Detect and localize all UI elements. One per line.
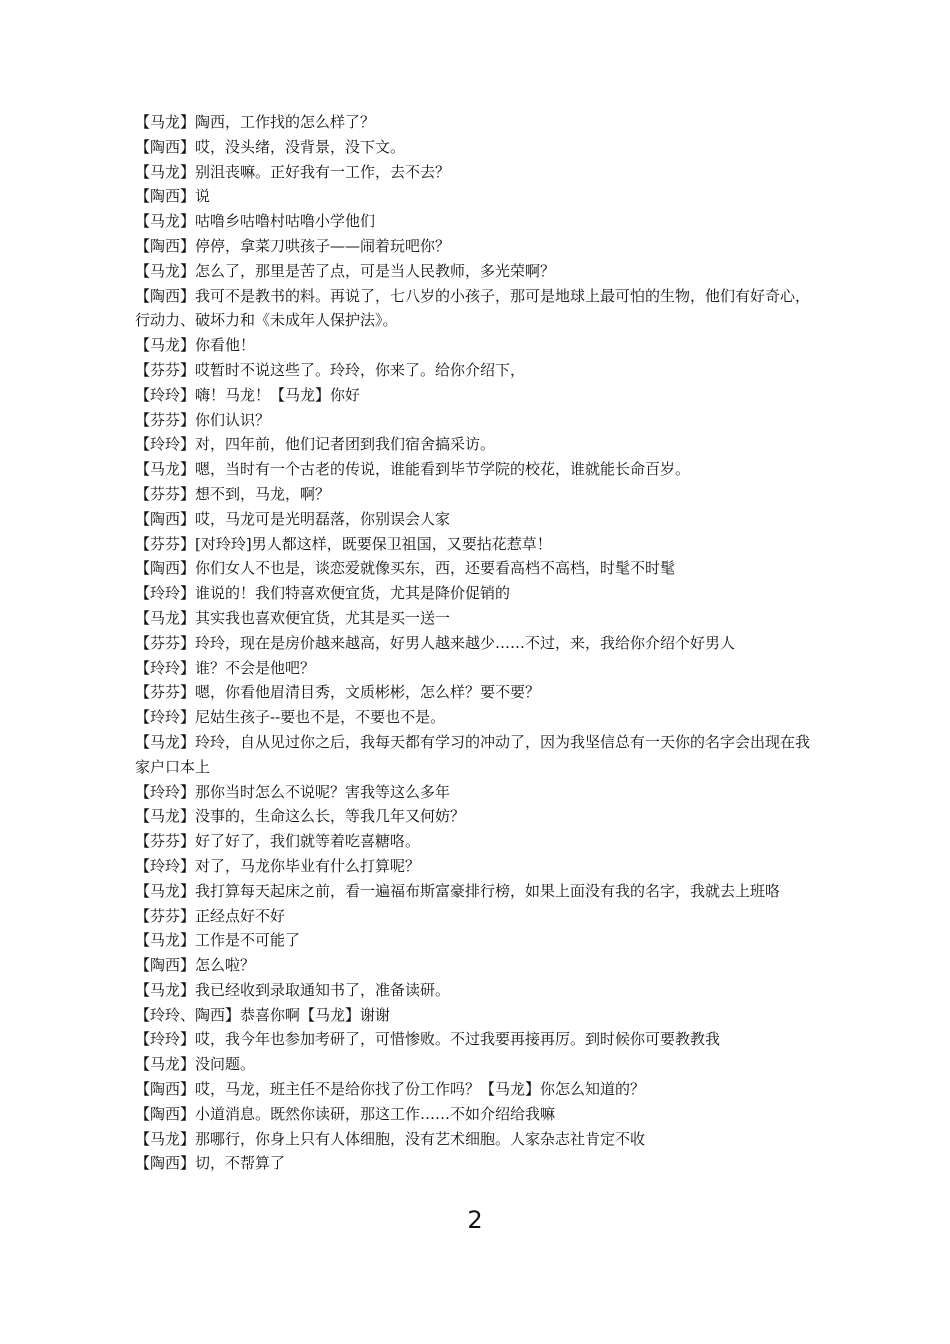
dialogue-line: 【马龙】嗯，当时有一个古老的传说，谁能看到毕节学院的校花，谁就能长命百岁。: [135, 460, 691, 479]
dialogue-line: 【马龙】我打算每天起床之前，看一遍福布斯富豪排行榜，如果上面没有我的名字，我就去上班咯: [135, 881, 781, 900]
dialogue-line: 【玲玲】哎，我今年也参加考研了，可惜惨败。不过我要再接再厉。到时候你可要教教我: [135, 1030, 721, 1049]
dialogue-line: 【陶西】停停，拿菜刀哄孩子——闹着玩吧你？: [135, 236, 451, 255]
dialogue-line: 【陶西】小道消息。既然你读研，那这工作……不如介绍给我嘛: [135, 1104, 556, 1123]
dialogue-line: 【芬芬】哎暂时不说这些了。玲玲，你来了。给你介绍下，: [135, 360, 526, 379]
dialogue-line: 【陶西】切，不帮算了: [135, 1154, 286, 1173]
dialogue-line: 【陶西】说: [135, 187, 211, 206]
dialogue-line: 【芬芬】你们认识？: [135, 410, 271, 429]
page-number: 2: [467, 1206, 483, 1234]
dialogue-line: 【芬芬】想不到，马龙，啊？: [135, 484, 331, 503]
dialogue-line: 【玲玲】尼姑生孩子--要也不是，不要也不是。: [135, 708, 446, 727]
dialogue-text: [135, 110, 820, 1176]
dialogue-line: 【马龙】没问题。: [135, 1055, 256, 1074]
dialogue-line: 【马龙】你看他！: [135, 336, 256, 355]
dialogue-line: 【玲玲】谁？不会是他吧？: [135, 658, 316, 677]
dialogue-line: 【陶西】你们女人不也是，谈恋爱就像买东，西，还要看高档不高档，时髦不时髦: [135, 559, 676, 578]
dialogue-line: 【马龙】工作是不可能了: [135, 931, 301, 950]
dialogue-line: 【玲玲】对了，马龙你毕业有什么打算呢？: [135, 856, 421, 875]
dialogue-line: 【马龙】其实我也喜欢便宜货，尤其是买一送一: [135, 608, 451, 627]
dialogue-line: 【马龙】陶西，工作找的怎么样了？: [135, 113, 376, 131]
dialogue-line: 【芬芬】[对玲玲]男人都这样，既要保卫祖国，又要拈花惹草！: [135, 534, 552, 553]
dialogue-line: 【芬芬】正经点好不好: [135, 906, 286, 925]
dialogue-line: 【马龙】玲玲，自从见过你之后，我每天都有学习的冲动了，因为我坚信总有一天你的名字会出现在我家户口本上: [135, 732, 811, 776]
dialogue-line: 【陶西】哎，没头绪，没背景，没下文。: [135, 137, 406, 156]
dialogue-line: 【玲玲】那你当时怎么不说呢？害我等这么多年: [135, 782, 451, 801]
dialogue-line: 【马龙】怎么了，那里是苦了点，可是当人民教师，多光荣啊？: [135, 261, 556, 280]
dialogue-line: 【马龙】我已经收到录取通知书了，准备读研。: [135, 980, 451, 999]
dialogue-line: 【玲玲、陶西】恭喜你啊【马龙】谢谢: [135, 1005, 391, 1024]
dialogue-line: 【玲玲】对，四年前，他们记者团到我们宿舍搞采访。: [135, 435, 496, 454]
dialogue-line: 【芬芬】玲玲，现在是房价越来越高，好男人越来越少……不过，来，我给你介绍个好男人: [135, 633, 736, 652]
dialogue-line: 【陶西】哎，马龙，班主任不是给你找了份工作吗？【马龙】你怎么知道的？: [135, 1080, 646, 1099]
dialogue-line: 【陶西】我可不是教书的料。再说了，七八岁的小孩子，那可是地球上最可怕的生物，他们有好奇心，行动力、破坏力和《未成年人保护法》。: [135, 286, 811, 330]
dialogue-line: 【芬芬】嗯，你看他眉清目秀，文质彬彬，怎么样？要不要？: [135, 683, 541, 702]
dialogue-line: 【马龙】咕噜乡咕噜村咕噜小学他们: [135, 212, 376, 231]
dialogue-line: 【玲玲】嗨！马龙！【马龙】你好: [135, 385, 361, 404]
dialogue-line: 【陶西】哎，马龙可是光明磊落，你别误会人家: [135, 509, 451, 528]
dialogue-line: 【马龙】没事的，生命这么长，等我几年又何妨？: [135, 807, 466, 826]
dialogue-line: 【玲玲】谁说的！我们特喜欢便宜货，尤其是降价促销的: [135, 584, 511, 603]
dialogue-line: 【陶西】怎么啦？: [135, 956, 256, 975]
dialogue-line: 【芬芬】好了好了，我们就等着吃喜糖咯。: [135, 832, 421, 851]
dialogue-line: 【马龙】那哪行，你身上只有人体细胞，没有艺术细胞。人家杂志社肯定不收: [135, 1129, 646, 1148]
dialogue-line: 【马龙】别沮丧嘛。正好我有一工作，去不去？: [135, 162, 451, 181]
